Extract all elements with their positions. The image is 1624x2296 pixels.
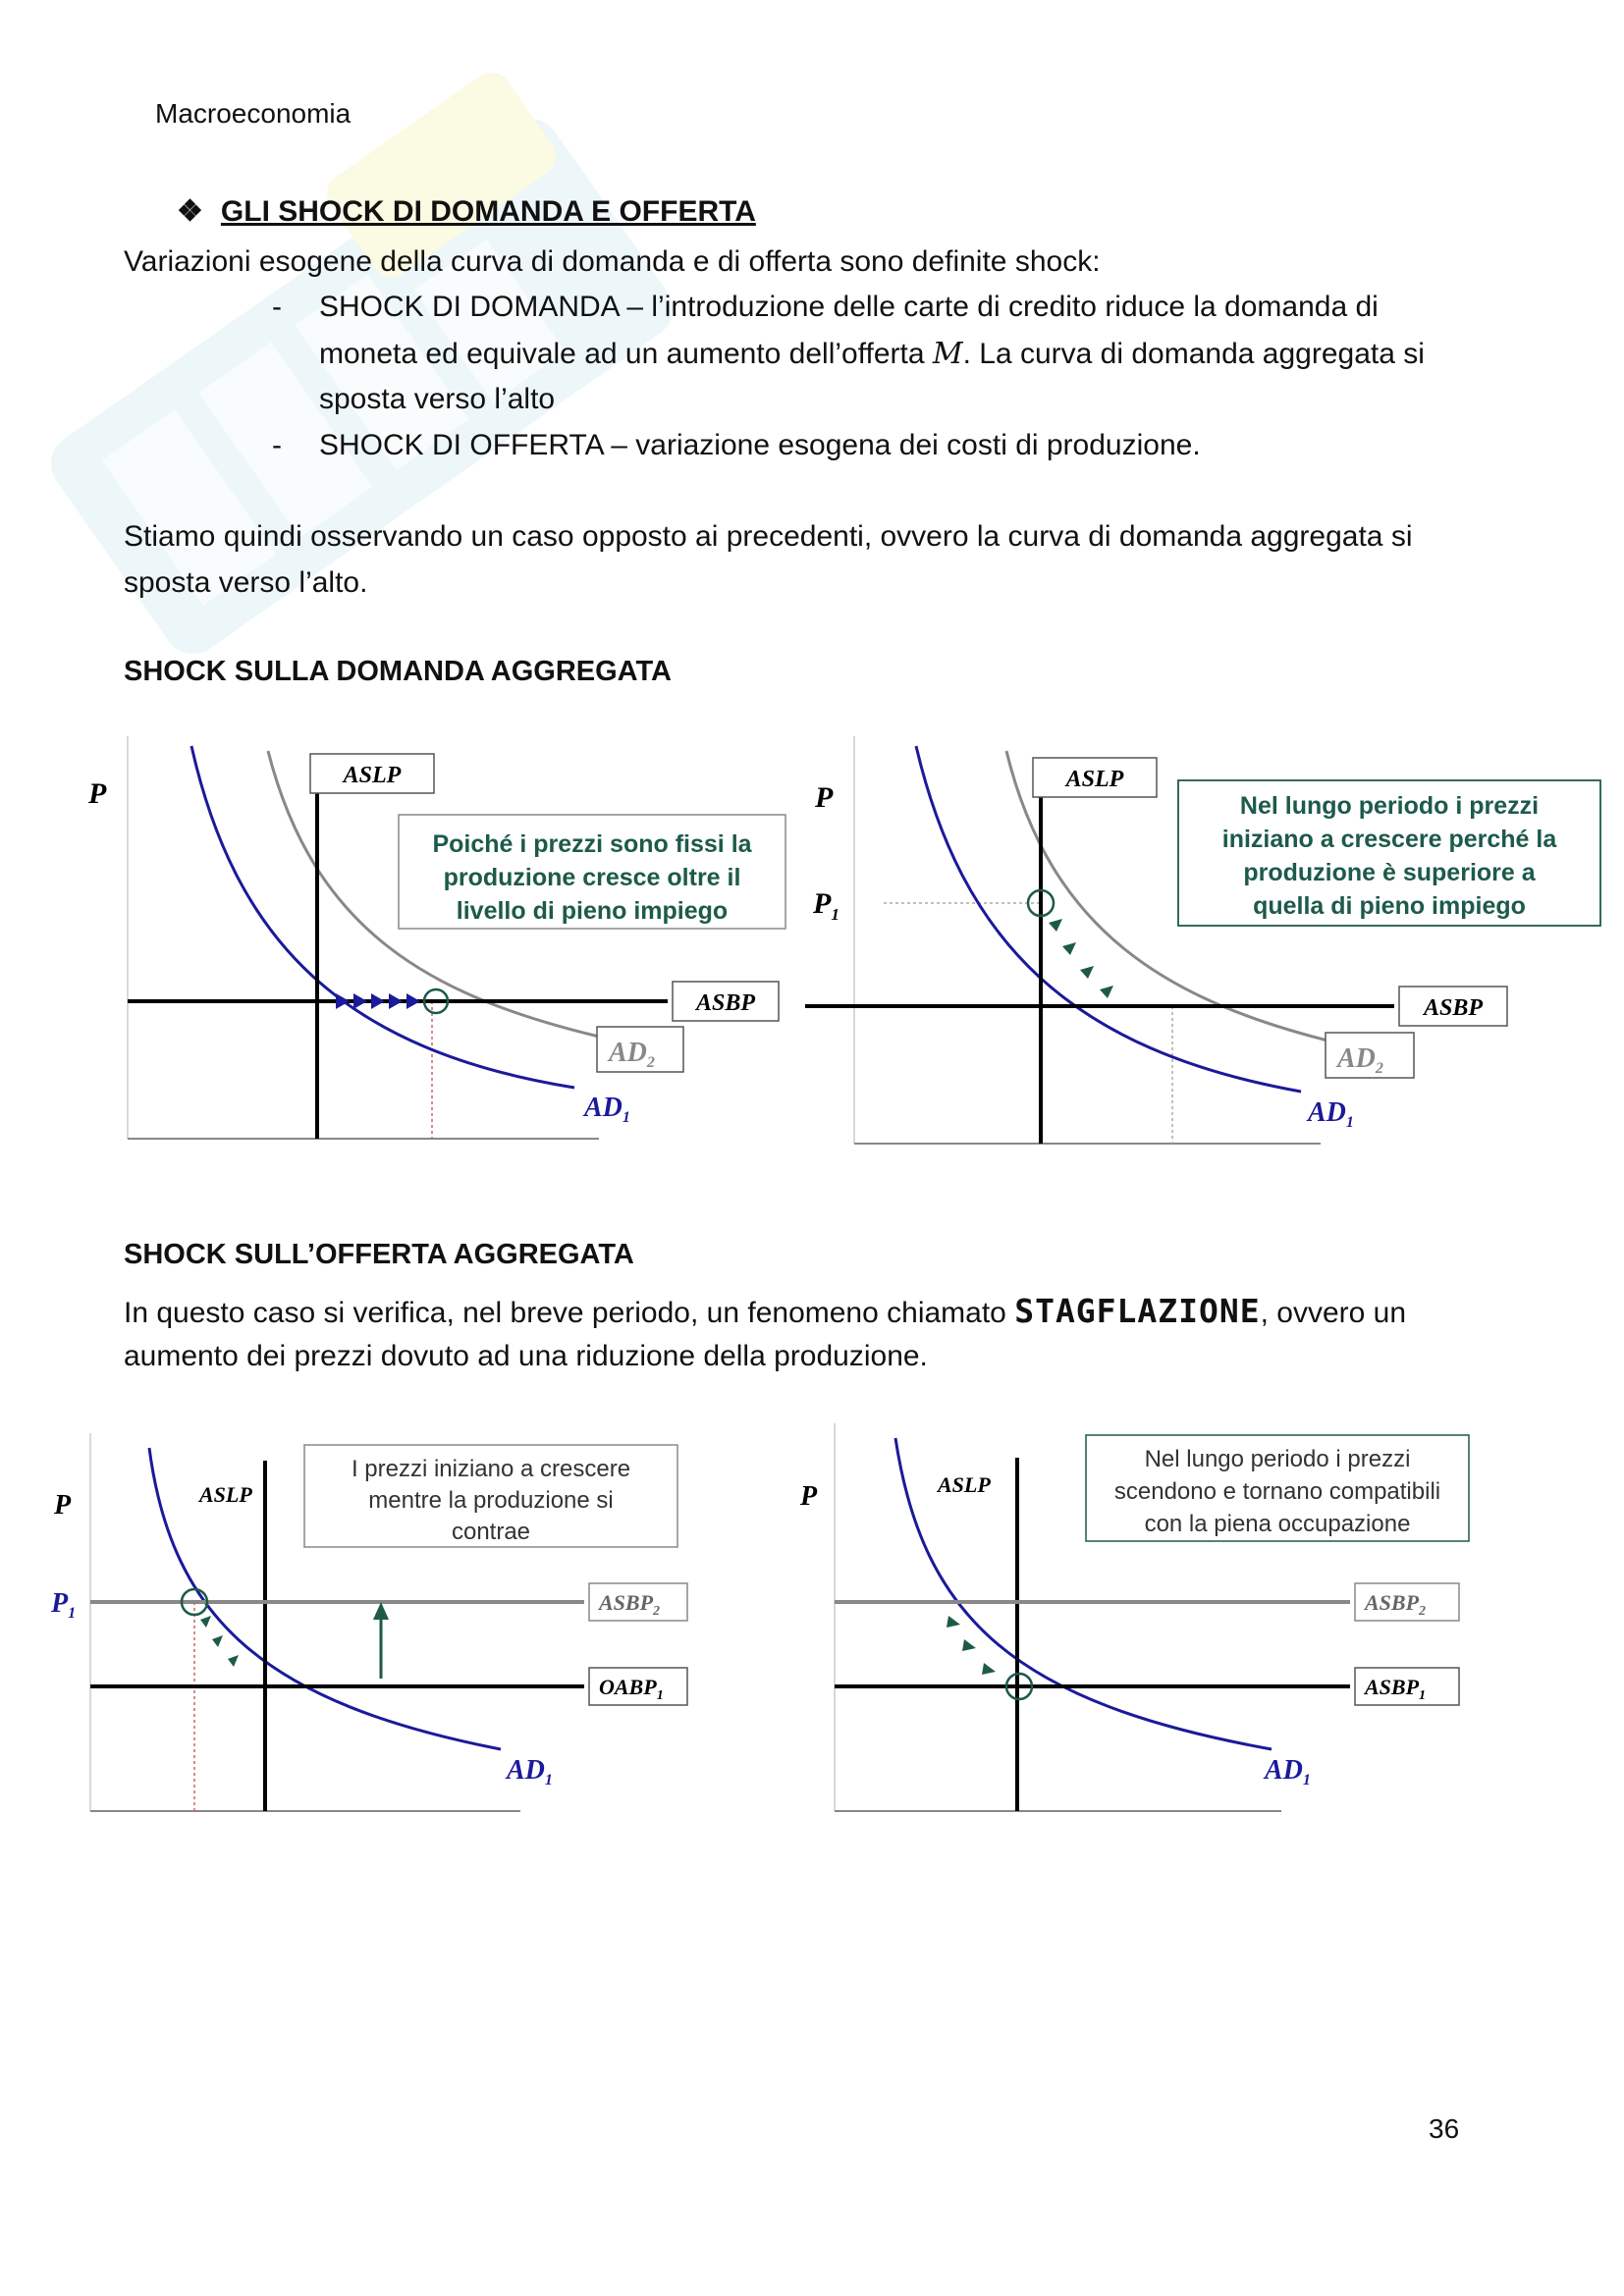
section-title-supply: SHOCK SULL’OFFERTA AGGREGATA xyxy=(124,1239,634,1270)
arrow-markers xyxy=(947,1616,996,1675)
page-number: 36 xyxy=(1429,2113,1460,2144)
label-ad2: $AD_2$ xyxy=(609,1038,655,1071)
running-header: Macroeconomia xyxy=(155,98,352,129)
intro-line: Variazioni esogene della curva di domanda e di offerta sono definite shock: xyxy=(124,245,1101,278)
stagflation-line2: aumento dei prezzi dovuto ad una riduzione della produzione. xyxy=(124,1340,928,1372)
paragraph-line2: sposta verso l’alto. xyxy=(124,566,368,599)
diamond-bullet-icon: ❖ xyxy=(177,195,203,228)
math-symbol: M xyxy=(932,337,963,371)
section-title-demand: SHOCK SULLA DOMANDA AGGREGATA xyxy=(124,656,672,687)
list-item-demand-line2 xyxy=(319,337,1425,371)
label-aslp: ASLP xyxy=(938,1472,991,1497)
list-dash: - xyxy=(272,429,282,461)
axis-label-p: P xyxy=(815,781,834,814)
label-aslp: ASLP xyxy=(199,1482,252,1507)
axis-label-p: P xyxy=(88,777,107,810)
note-text-3: livello di pieno impiego xyxy=(456,897,729,925)
stagflation-line1 xyxy=(124,1292,1406,1330)
arrow-markers xyxy=(200,1616,239,1667)
label-asbp2: $ASBP_2$ xyxy=(1365,1590,1427,1619)
text-span: In questo caso si verifica, nel breve periodo, un fenomeno chiamato xyxy=(124,1297,1015,1329)
graph-demand-shock-long-run xyxy=(805,736,1610,1158)
label-aslp: ASLP xyxy=(343,763,402,788)
list-item-supply-line1: SHOCK DI OFFERTA – variazione esogena dei costi di produzione. xyxy=(319,429,1201,461)
label-ad1: $AD_1$ xyxy=(584,1093,630,1126)
list-dash: - xyxy=(272,291,282,323)
graph-demand-shock-short-run xyxy=(79,736,805,1158)
label-asbp1: $ASBP_1$ xyxy=(1365,1675,1427,1703)
axis-label-p: P xyxy=(800,1481,818,1512)
note-text-1: Poiché i prezzi sono fissi la xyxy=(432,830,752,858)
graph-supply-shock-short-run xyxy=(39,1433,727,1826)
note-text-3: con la piena occupazione xyxy=(1144,1511,1411,1537)
paragraph-line1: Stiamo quindi osservando un caso opposto ai precedenti, ovvero la curva di domanda aggregata si xyxy=(124,520,1413,553)
label-asbp: ASBP xyxy=(1423,995,1484,1021)
label-asbp: ASBP xyxy=(695,990,756,1016)
note-text-2: produzione cresce oltre il xyxy=(443,864,741,891)
list-item-demand-line3: sposta verso l’alto xyxy=(319,383,556,415)
note-text-4: quella di pieno impiego xyxy=(1253,892,1526,920)
up-arrow-head-icon xyxy=(373,1602,389,1620)
label-ad1: $AD_1$ xyxy=(1265,1755,1311,1789)
note-text-3: contrae xyxy=(451,1519,531,1545)
axis-label-p: P xyxy=(54,1490,72,1521)
label-oabp1: $OABP_1$ xyxy=(599,1675,664,1703)
stagflation-keyword: STAGFLAZIONE xyxy=(1014,1292,1261,1330)
label-ad1: $AD_1$ xyxy=(1308,1097,1354,1131)
label-aslp: ASLP xyxy=(1065,767,1124,792)
note-text-3: produzione è superiore a xyxy=(1243,859,1536,886)
note-text-1: Nel lungo periodo i prezzi xyxy=(1239,792,1540,820)
note-text-1: I prezzi iniziano a crescere xyxy=(351,1456,631,1482)
note-text-1: Nel lungo periodo i prezzi xyxy=(1144,1446,1411,1472)
section-title-text: GLI SHOCK DI DOMANDA E OFFERTA xyxy=(220,195,756,228)
section-title-shock xyxy=(177,194,756,229)
label-ad2: $AD_2$ xyxy=(1337,1043,1383,1077)
text-span: . La curva di domanda aggregata si xyxy=(962,338,1425,370)
text-span: moneta ed equivale ad un aumento dell’offerta xyxy=(319,338,933,370)
text-span: , ovvero un xyxy=(1260,1297,1407,1329)
note-text-2: iniziano a crescere perché la xyxy=(1221,826,1557,853)
label-asbp2: $ASBP_2$ xyxy=(599,1590,661,1619)
label-p1: $P_1$ xyxy=(51,1588,77,1622)
note-text-2: mentre la produzione si xyxy=(368,1487,614,1514)
arrow-markers xyxy=(336,993,420,1009)
note-text-2: scendono e tornano compatibili xyxy=(1113,1478,1441,1505)
graph-supply-shock-long-run xyxy=(785,1423,1512,1826)
list-item-demand-line1: SHOCK DI DOMANDA – l’introduzione delle carte di credito riduce la domanda di xyxy=(319,291,1379,323)
label-p1: $P_1$ xyxy=(813,887,839,924)
label-ad1: $AD_1$ xyxy=(507,1755,553,1789)
